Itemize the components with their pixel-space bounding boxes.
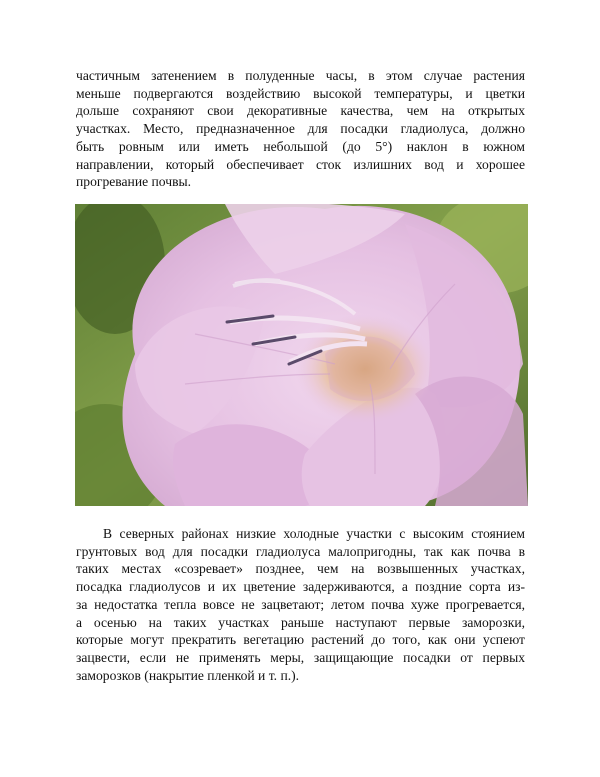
text-line: а осенью на таких участках раньше наступают первые заморозки,	[76, 614, 525, 630]
text-line: прогревание почвы.	[76, 174, 192, 190]
text-line: меньше подвергаются воздействию высокой температуры, и цветки	[76, 85, 525, 101]
text-line: заморозков (накрытие пленкой и т. п.).	[76, 667, 300, 683]
text-line: быть ровным или иметь небольшой (до 5°) наклон в южном	[76, 138, 525, 154]
paragraph-bottom	[76, 525, 525, 684]
text-line: за недостатка тепла вовсе не зацветают; летом почва хуже прогревается,	[76, 596, 525, 612]
text-line: зацвести, если не применять меры, защищающие посадки от первых	[76, 649, 525, 665]
text-line: дольше сохраняют свои декоративные качества, чем на открытых	[76, 103, 525, 119]
text-line: таких местах «созревает» позднее, чем на возвышенных участках,	[76, 561, 525, 577]
text-line: посадка гладиолусов и их цветение задерживаются, а поздние сорта из-	[76, 579, 525, 595]
flower-illustration	[75, 204, 528, 506]
text-line: грунтовых вод для посадки гладиолуса малопригодны, так как почва в	[76, 543, 525, 559]
text-line: В северных районах низкие холодные участки с высоким стоянием	[103, 526, 525, 541]
text-line: участках. Место, предназначенное для посадки гладиолуса, должно	[76, 121, 525, 137]
gladiolus-photo	[75, 204, 528, 506]
text-line: направлении, который обеспечивает сток излишних вод и хорошее	[76, 156, 525, 172]
text-line: которые могут прекратить вегетацию растений до того, как они успеют	[76, 632, 525, 648]
text-line: частичным затенением в полуденные часы, в этом случае растения	[76, 68, 525, 83]
paragraph-top	[76, 67, 525, 191]
